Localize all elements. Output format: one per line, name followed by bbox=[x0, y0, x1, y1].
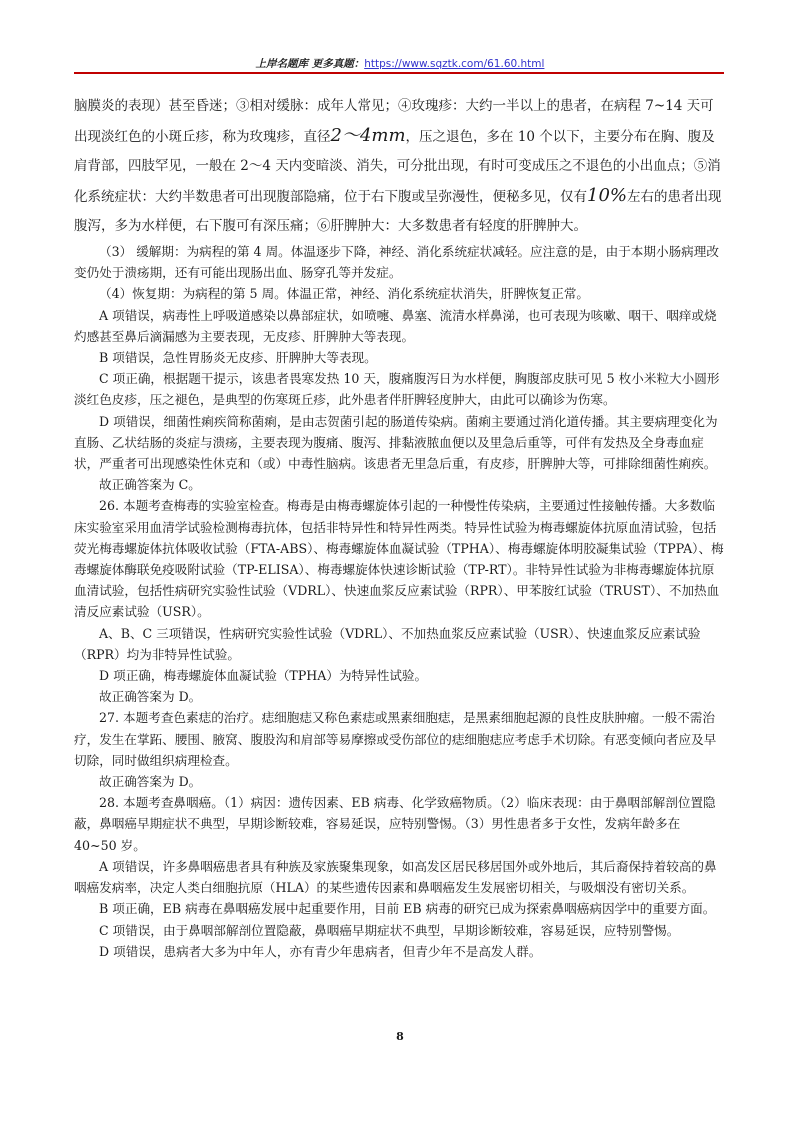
paragraph: B 项错误，急性胃肠炎无皮疹、肝脾肿大等表现。 bbox=[99, 350, 377, 366]
paragraph: 26. 本题考查梅毒的实验室检查。梅毒是由梅毒螺旋体引起的一种慢性传染病，主要通过性接触传播。大多数临床实验室采用血清学试验检测梅毒抗体，包括非特异性和特异性两类。特异性试验为梅毒螺旋体抗原血清试验，包括荧光梅毒螺旋体抗体吸收试验（FTA-ABS）、梅毒螺旋体血凝试验（TPHA）、梅毒螺旋体明胶凝集试验（TPPA）、梅毒螺旋体酶联免疫吸附试验（TP-ELISA）、梅毒螺旋体快速诊断试验（TP-RT）。非特异性试验为非梅毒螺旋体抗原血清试验，包括性病研究实验性试验（VDRL）、快速血浆反应素试验（RPR）、甲苯胺红试验（TRUST）、不加热血清反应素试验（USR）。 bbox=[74, 498, 724, 620]
paragraph: 故正确答案为 D。 bbox=[99, 774, 202, 790]
paragraph: C 项错误，由于鼻咽部解剖位置隐蔽，鼻咽癌早期症状不典型，早期诊断较难，容易延误，应特别警惕。 bbox=[99, 922, 680, 938]
paragraph: A、B、C 三项错误，性病研究实验性试验（VDRL）、不加热血浆反应素试验（USR）、快速血浆反应素试验（RPR）均为非特异性试验。 bbox=[74, 625, 701, 662]
paragraph: 故正确答案为 D。 bbox=[99, 689, 202, 705]
paragraph: D 项错误，细菌性痢疾简称菌痢，是由志贺菌引起的肠道传染病。菌痢主要通过消化道传播。其主要病理变化为直肠、乙状结肠的炎症与溃疡，主要表现为腹痛、腹泻、排黏液脓血便以及里急后重等，可伴有发热及全身毒血症状，严重者可出现感染性休克和（或）中毒性脑病。该患者无里急后重，有皮疹，肝脾肿大等，可排除细菌性痢疾。 bbox=[74, 413, 718, 472]
paragraph: A 项错误，病毒性上呼吸道感染以鼻部症状，如喷嚏、鼻塞、流清水样鼻涕，也可表现为咳嗽、咽干、咽痒或烧灼感甚至鼻后滴漏感为主要表现，无皮疹、肝脾肿大等表现。 bbox=[74, 307, 717, 344]
page-number: 8 bbox=[396, 1030, 404, 1043]
header-link[interactable]: https://www.sqztk.com/61.60.html bbox=[364, 58, 545, 70]
paragraph: B 项正确，EB 病毒在鼻咽癌发展中起重要作用，目前 EB 病毒的研究已成为探索鼻咽癌病因学中的重要方面。 bbox=[99, 901, 716, 917]
paragraph: 故正确答案为 C。 bbox=[99, 477, 201, 493]
header-rule bbox=[74, 72, 724, 74]
paragraph: 27. 本题考查色素痣的治疗。痣细胞痣又称色素痣或黑素细胞痣，是黑素细胞起源的良性皮肤肿瘤。一般不需治疗，发生在掌跖、腰围、腋窝、腹股沟和肩部等易摩擦或受伤部位的痣细胞痣应考虑手术切除。有恶变倾向者应及早切除，同时做组织病理检查。 bbox=[74, 710, 717, 768]
header-text: 上岸名题库 更多真题： bbox=[255, 58, 365, 70]
size-value: 2～4mm bbox=[330, 125, 406, 146]
paragraph: 28. 本题考查鼻咽癌。（1）病因：遗传因素、EB 病毒、化学致癌物质。（2）临床表现：由于鼻咽部解剖位置隐蔽，鼻咽癌早期症状不典型，早期诊断较难，容易延误，应特别警惕。（3）男性患者多于女性，发病年龄多在 40~50 岁。 bbox=[74, 795, 716, 853]
document-body bbox=[74, 92, 726, 962]
paragraph: 脑膜炎的表现）甚至昏迷；③相对缓脉：成年人常见；④玫瑰疹：大约一半以上的患者，在病程 7~14 天可出现淡红色的小斑丘疹，称为玫瑰疹，直径2～4mm，压之退色，多在 10 个以下，主要分布在胸、腹及肩背部，四肢罕见，一般在 2～4 天内变暗淡、消失，可分批出现，有时可变成压之不退色的小出血点；⑤消化系统症状：大约半数患者可出现腹部隐痛，位于右下腹或呈弥漫性，便秘多见，仅有10%左右的患者出现腹泻，多为水样便，右下腹可有深压痛；⑥肝脾肿大：大多数患者有轻度的肝脾肿大。 bbox=[74, 98, 722, 234]
paragraph: C 项正确，根据题干提示，该患者畏寒发热 10 天，腹痛腹泻日为水样便，胸腹部皮肤可见 5 枚小米粒大小圆形淡红色皮疹，压之褪色，是典型的伤寒斑丘疹，此外患者伴肝脾轻度肿大，由此可以确诊为伤寒。 bbox=[74, 371, 720, 408]
percent-value: 10% bbox=[587, 185, 628, 206]
paragraph: （4）恢复期：为病程的第 5 周。体温正常，神经、消化系统症状消失，肝脾恢复正常。 bbox=[99, 286, 590, 302]
paragraph: D 项正确，梅毒螺旋体血凝试验（TPHA）为特异性试验。 bbox=[99, 668, 428, 684]
paragraph: A 项错误，许多鼻咽癌患者具有种族及家族聚集现象，如高发区居民移居国外或外地后，其后裔保持着较高的鼻咽癌发病率，决定人类白细胞抗原（HLA）的某些遗传因素和鼻咽癌发生发展密切相关，与吸烟没有密切关系。 bbox=[74, 858, 717, 896]
paragraph: （3） 缓解期：为病程的第 4 周。体温逐步下降，神经、消化系统症状减轻。应注意的是，由于本期小肠病理改变仍处于溃疡期，还有可能出现肠出血、肠穿孔等并发症。 bbox=[74, 244, 719, 281]
page-header bbox=[0, 56, 800, 71]
paragraph: D 项错误，患病者大多为中年人，亦有青少年患病者，但青少年不是高发人群。 bbox=[99, 943, 542, 959]
